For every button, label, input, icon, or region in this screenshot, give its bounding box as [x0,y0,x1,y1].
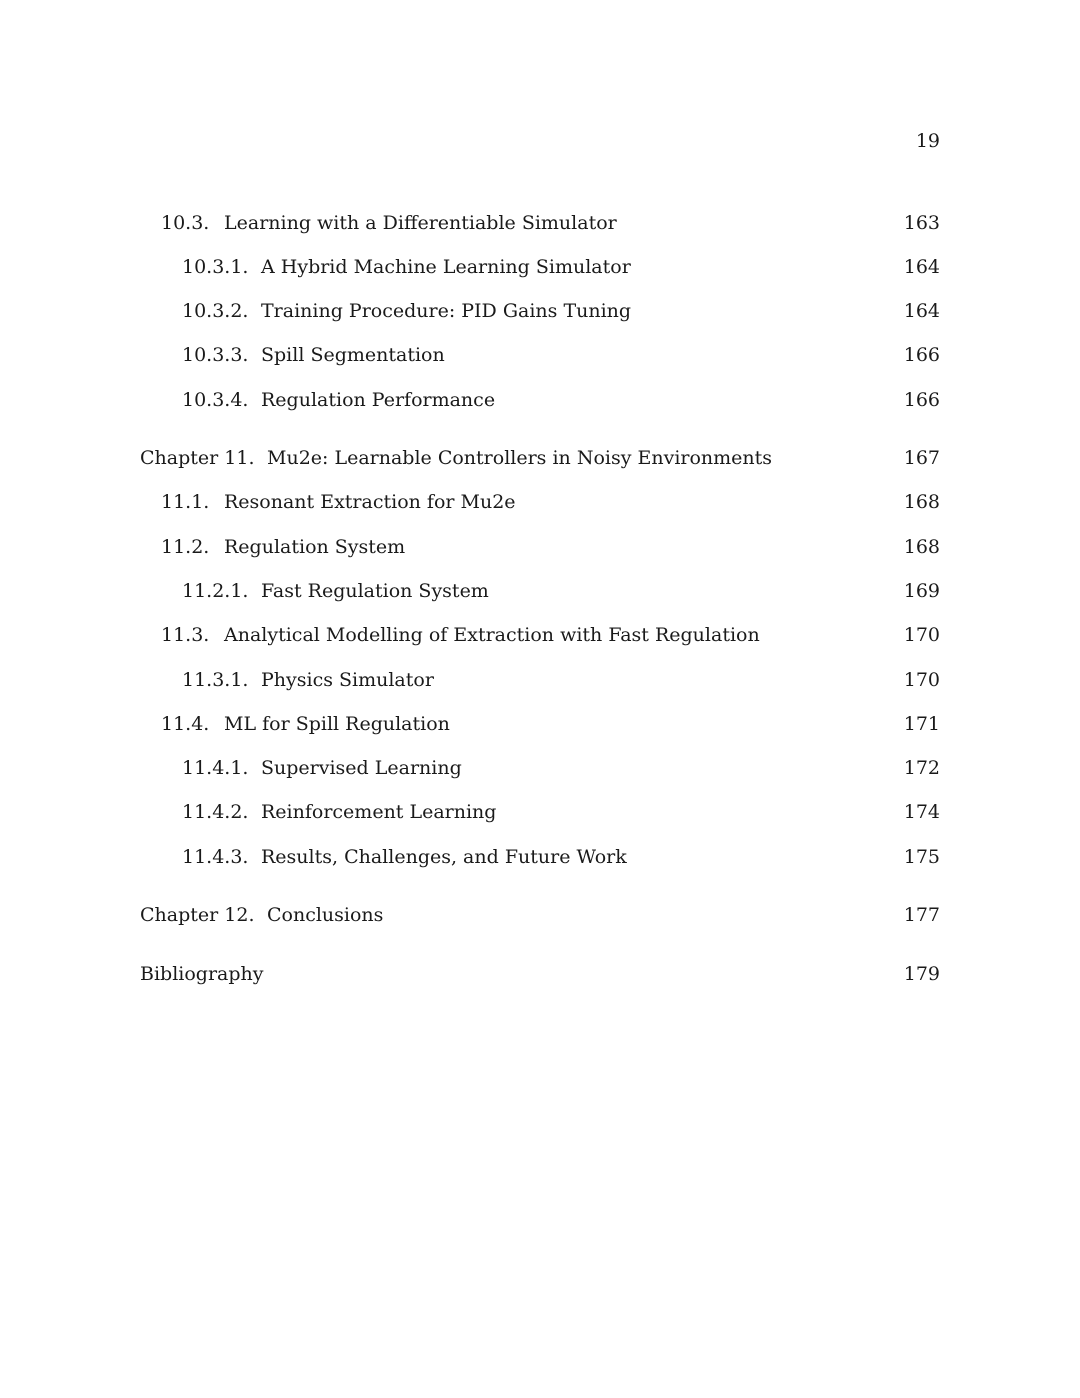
toc-entry-title: Regulation Performance [261,389,496,411]
toc-entry-title: Resonant Extraction for Mu2e [224,491,516,513]
toc-entry-number: 10.3. [161,212,210,234]
toc-entry-number: 11.2. [161,536,210,558]
toc-entry-page: 166 [903,344,940,366]
toc-entry-page: 168 [903,491,940,513]
toc-entry-page: 164 [903,300,940,322]
toc-entry-number: 11.4.3. [182,846,249,868]
toc-entry-number: 11.3.1. [182,669,249,691]
toc-entry-title: Fast Regulation System [261,580,489,602]
toc-entry-title: A Hybrid Machine Learning Simulator [261,256,631,278]
toc-entry-chapter[interactable] [140,903,940,927]
toc-entry-title: Supervised Learning [261,757,462,779]
toc-entry-title: Results, Challenges, and Future Work [261,846,627,868]
toc-entry-title: Analytical Modelling of Extraction with Fast Regulation [224,624,760,646]
toc-entry-title: Physics Simulator [261,669,434,691]
toc-entry-number: 11.3. [161,624,210,646]
toc-entry-page: 169 [903,580,940,602]
toc-entry-number: Chapter 12. [140,904,255,926]
toc-entry-section[interactable] [140,211,940,235]
toc-entry-title: Conclusions [267,904,384,926]
toc-entry-subsection[interactable] [140,845,940,869]
toc-entry-page: 170 [903,669,940,691]
toc-entry-page: 171 [903,713,940,735]
toc-entry-number: Chapter 11. [140,447,255,469]
toc-entry-number: 11.4. [161,713,210,735]
toc-entry-page: 175 [903,846,940,868]
toc-entry-page: 164 [903,256,940,278]
toc-entry-number: 10.3.3. [182,344,249,366]
toc-entry-subsection[interactable] [140,668,940,692]
toc-entry-title: Bibliography [140,963,264,985]
toc-entry-page: 177 [903,904,940,926]
toc-entry-page: 172 [903,757,940,779]
toc-entry-number: 10.3.1. [182,256,249,278]
toc-entry-page: 168 [903,536,940,558]
toc-entry-title: Learning with a Differentiable Simulator [224,212,617,234]
toc-entry-bibliography[interactable] [140,962,940,986]
toc-entry-subsection[interactable] [140,800,940,824]
toc-entry-chapter[interactable] [140,446,940,470]
toc-entry-number: 10.3.2. [182,300,249,322]
toc-entry-subsection[interactable] [140,579,940,603]
toc-entry-title: Regulation System [224,536,406,558]
toc-entry-section[interactable] [140,490,940,514]
toc-entry-title: Spill Segmentation [261,344,445,366]
toc-entry-number: 10.3.4. [182,389,249,411]
toc-entry-subsection[interactable] [140,343,940,367]
toc-entry-section[interactable] [140,712,940,736]
toc-entry-page: 170 [903,624,940,646]
toc-entry-page: 179 [903,963,940,985]
toc-entry-number: 11.1. [161,491,210,513]
toc-entry-number: 11.4.2. [182,801,249,823]
toc-entry-subsection[interactable] [140,388,940,412]
toc-entry-page: 163 [903,212,940,234]
toc-entry-number: 11.2.1. [182,580,249,602]
toc-entry-title: Training Procedure: PID Gains Tuning [261,300,632,322]
toc-entry-page: 167 [903,447,940,469]
toc-entry-subsection[interactable] [140,255,940,279]
toc-entry-number: 11.4.1. [182,757,249,779]
toc-entry-page: 166 [903,389,940,411]
toc-entry-section[interactable] [140,623,940,647]
toc-entry-section[interactable] [140,535,940,559]
toc-entry-title: Mu2e: Learnable Controllers in Noisy Environments [267,447,773,469]
toc-entry-page: 174 [903,801,940,823]
toc-entry-subsection[interactable] [140,299,940,323]
toc-entry-title: ML for Spill Regulation [224,713,450,735]
toc-entry-title: Reinforcement Learning [261,801,497,823]
toc-entry-subsection[interactable] [140,756,940,780]
page-number: 19 [915,130,940,152]
